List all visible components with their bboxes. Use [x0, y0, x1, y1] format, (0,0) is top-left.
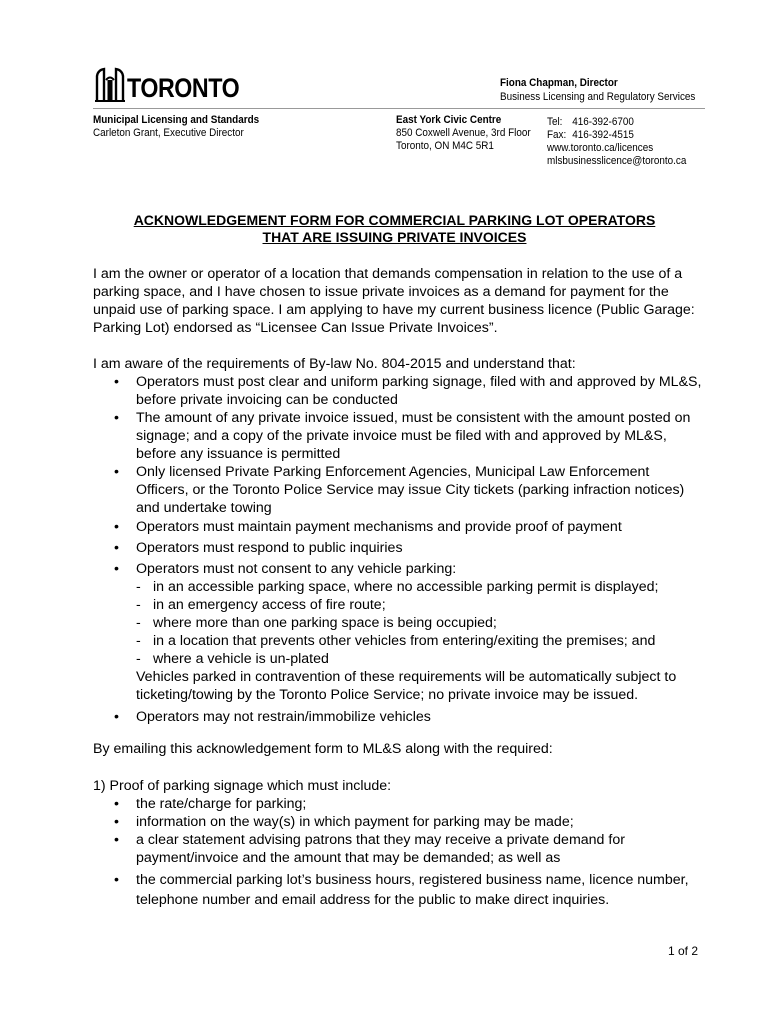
logo-wordmark: TORONTO: [127, 73, 240, 103]
dash-marker: -: [136, 615, 141, 631]
list-item: • Operators must post clear and uniform parking signage, filed with and approved by ML&S, before private invoicing can be conducted: [114, 374, 702, 408]
fax-number: 416-392-4515: [572, 129, 634, 141]
requirements-list: [93, 373, 703, 726]
division-name: Municipal Licensing and Standards: [93, 114, 260, 126]
bullet-icon: •: [114, 410, 119, 426]
title-line-1: ACKNOWLEDGEMENT FORM FOR COMMERCIAL PARKING LOT OPERATORS: [133, 212, 656, 228]
executive-director: Carleton Grant, Executive Director: [93, 127, 244, 139]
tel-number: 416-392-6700: [572, 116, 634, 128]
director-block: [500, 76, 695, 104]
telephone-line: [547, 116, 686, 129]
requirements-intro: I am aware of the requirements of By-law No. 804-2015 and understand that:: [93, 356, 576, 372]
list-item: • information on the way(s) in which payment for parking may be made;: [114, 814, 574, 830]
requirements-section: [93, 355, 703, 726]
office-address-line1: 850 Coxwell Avenue, 3rd Floor: [396, 127, 531, 139]
bullet-icon: •: [114, 814, 119, 830]
list-item: • Operators must not consent to any vehicle parking:: [114, 561, 457, 577]
sub-list-item: - in an accessible parking space, where no accessible parking permit is displayed;: [136, 579, 659, 595]
list-item: • The amount of any private invoice issued, must be consistent with the amount posted on signage; and a copy of the private invoice must be filed with and approved by ML&S, before any issuance is permitted: [114, 410, 691, 462]
page-number: 1 of 2: [668, 944, 699, 958]
list-item: • Operators must respond to public inquiries: [114, 540, 403, 556]
sub-list-item: - where a vehicle is un-plated: [136, 651, 329, 667]
bullet-icon: •: [114, 374, 119, 390]
contravention-note: Vehicles parked in contravention of these requirements will be automatically subject to ticketing/towing by the Toronto Police Service; no private invoice may be issued.: [136, 669, 677, 703]
dash-marker: -: [136, 579, 141, 595]
signage-intro: 1) Proof of parking signage which must include:: [93, 778, 392, 794]
fax-line: [547, 129, 686, 142]
list-item: • the rate/charge for parking;: [114, 796, 307, 812]
toronto-logo: [95, 66, 258, 102]
bullet-icon: •: [114, 561, 119, 577]
title-line-2: THAT ARE ISSUING PRIVATE INVOICES: [262, 229, 527, 245]
director-division: Business Licensing and Regulatory Services: [500, 91, 696, 103]
bullet-icon: •: [114, 832, 119, 848]
city-hall-icon: [95, 66, 125, 102]
website-link[interactable]: www.toronto.ca/licences: [547, 142, 654, 154]
intro-paragraph: I am the owner or operator of a location that demands compensation in relation to the use of a parking space, and I have chosen to issue private invoices as a demand for payment for the unpaid use of parking space. I am applying to have my current business licence (Public Garage: Parking Lot) endorsed as “Licensee Can Issue Private Invoices”.: [93, 266, 695, 336]
list-item: • a clear statement advising patrons that they may receive a private demand for payment/invoice and the amount that may be demanded; as well as: [114, 832, 625, 866]
bullet-icon: •: [114, 872, 119, 888]
bullet-icon: •: [114, 796, 119, 812]
sub-list-item: - in an emergency access of fire route;: [136, 597, 386, 613]
emailing-paragraph: By emailing this acknowledgement form to ML&S along with the required:: [93, 741, 553, 757]
bullet-icon: •: [114, 519, 119, 535]
list-item: • Operators may not restrain/immobilize vehicles: [114, 709, 431, 725]
dash-marker: -: [136, 633, 141, 649]
dash-marker: -: [136, 651, 141, 667]
header-divider: [93, 108, 705, 109]
bullet-icon: •: [114, 540, 119, 556]
bullet-icon: •: [114, 464, 119, 480]
contact-block: [547, 116, 686, 168]
office-block: [396, 114, 531, 153]
email-link[interactable]: mlsbusinesslicence@toronto.ca: [547, 155, 687, 167]
office-name: East York Civic Centre: [396, 114, 502, 126]
director-name: Fiona Chapman, Director: [500, 77, 618, 89]
sub-list-item: - where more than one parking space is being occupied;: [136, 615, 497, 631]
division-block: [93, 114, 259, 140]
signage-section: [93, 777, 703, 910]
tel-label: Tel:: [547, 116, 563, 128]
document-title: [93, 212, 696, 246]
list-item: • the commercial parking lot’s business hours, registered business name, licence number, telephone number and email address for the public to make direct inquiries.: [114, 872, 689, 908]
dash-marker: -: [136, 597, 141, 613]
office-address-line2: Toronto, ON M4C 5R1: [396, 140, 494, 152]
list-item: • Operators must maintain payment mechanisms and provide proof of payment: [114, 519, 622, 535]
bullet-icon: •: [114, 709, 119, 725]
sub-list-item: - in a location that prevents other vehicles from entering/exiting the premises; and: [136, 633, 656, 649]
fax-label: Fax:: [547, 129, 567, 141]
list-item: • Only licensed Private Parking Enforcement Agencies, Municipal Law Enforcement Officers, or the Toronto Police Service may issue City tickets (parking infraction notices) and undertake towing: [114, 464, 685, 516]
